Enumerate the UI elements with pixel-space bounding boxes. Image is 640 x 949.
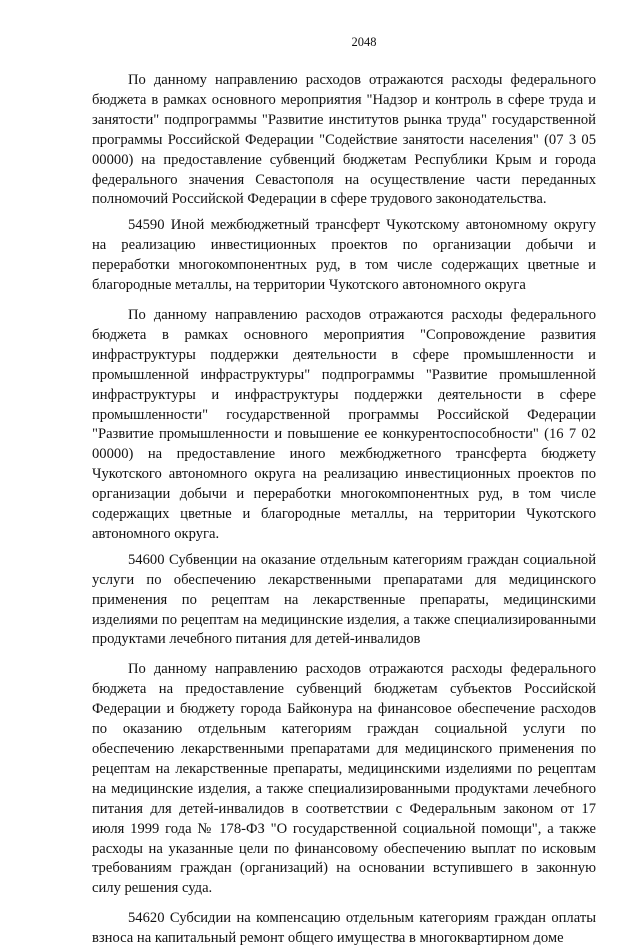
paragraph-industry-infrastructure: По данному направлению расходов отражаются расходы федерального бюджета в рамках основного мероприятия "Сопровождение развития инфраструктуры поддержки деятельности в сфере промышленности и промышленной инфраструктуры" подпрограммы "Развитие промышленной инфраструктуры и инфраструктуры поддержки деятельности в сфере промышленности" государственной программы Российской Федерации "Развитие промышленности и повышение ее конкурентоспособности" (16 7 02 00000) на предоставление иного межбюджетного трансферта бюджету Чукотского автономного округа на реализацию инвестиционных проектов по организации добычи и переработки многокомпонентных руд, в том числе содержащих цветные и благородные металлы, на территории Чукотского автономного округа. xyxy=(92,306,596,542)
paragraph-54600-heading: 54600 Субвенции на оказание отдельным категориям граждан социальной услуги по обеспечению лекарственными препаратами для медицинского применения по рецептам на лекарственные препараты, медицинскими изделиями по рецептам на медицинские изделия, а также специализированными продуктами лечебного питания для детей-инвалидов xyxy=(92,551,596,648)
paragraph-budget-labor-control: По данному направлению расходов отражаются расходы федерального бюджета в рамках основного мероприятия "Надзор и контроль в сфере труда и занятости" подпрограммы "Развитие институтов рынка труда" государственной программы Российской Федерации "Содействие занятости населения" (07 3 05 00000) на предоставление субвенций бюджетам Республики Крым и города федерального значения Севастополя на осуществление части переданных полномочий Российской Федерации в сфере трудового законодательства. xyxy=(92,72,596,208)
paragraph-social-services-expenses: По данному направлению расходов отражаются расходы федерального бюджета на предоставление субвенций бюджетам субъектов Российской Федерации и бюджету города Байконура на финансовое обеспечение расходов по оказанию отдельным категориям граждан социальной услуги по обеспечению лекарственными препаратами для медицинского применения по рецептам на лекарственные препараты, медицинскими изделиями по рецептам на медицинские изделия, а также специализированными продуктами лечебного питания для детей-инвалидов в соответствии с Федеральным законом от 17 июля 1999 года № 178-ФЗ "О государственной социальной помощи", а также расходы на указанные цели по финансовому обеспечению выплат по исковым требованиям граждан (организаций) на основании вступившего в законную силу решения суда. xyxy=(92,661,596,897)
paragraph-54620-heading: 54620 Субсидии на компенсацию отдельным категориям граждан оплаты взноса на капитальный ремонт общего имущества в многоквартирном доме xyxy=(92,910,596,947)
paragraph-54590-heading: 54590 Иной межбюджетный трансферт Чукотскому автономному округу на реализацию инвестиционных проектов по организации добычи и переработки многокомпонентных руд, в том числе содержащих цветные и благородные металлы, на территории Чукотского автономного округа xyxy=(92,217,596,294)
page-number: 2048 xyxy=(351,35,377,49)
